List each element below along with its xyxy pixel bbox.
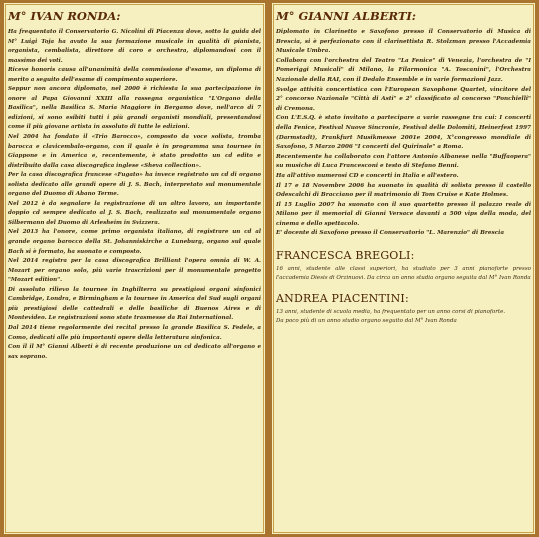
andrea-piacentini-title: ANDREA PIACENTINI: bbox=[276, 292, 409, 306]
gianni-alberti-title: M° GIANNI ALBERTI: bbox=[276, 9, 417, 23]
ivan-ronda-bio: Ha frequentato il Conservatorio G. Nicolini di Piacenza dove, sotto la guida del M° Luigi Toja ha avuto la sua formazione musicale in qualità di pianista, organista, cembalista, direttore di coro e orchestra, diplomandosi con il massimo dei voti. Riceve honoris causa all'unanimità della commissione d'esame, un diploma di merito a seguito dell'esame di compimento superiore. Seppur non ancora diplomato, nel 2000 è richiesta la sua partecipazione in onore al Papa Giovanni XXIII alla rassegna organistica "L'Organo della Basilica", nella Basilica S. Maria Maggiore in Bergamo dove, nell'arco di 7 edizioni, si sono esibiti tutti i più grandi organisti mondiali, presentandosi come il più giovane artista in assoluto di tutte le edizioni. Nel 2004 ha fondato il «Trio Barocco», composto da voce solista, tromba barocca e clavicembalo-organo, con il quale è in programma una tournee in Giappone e in America e, recentemente, è stato prodotto un cd edito e distribuito dalla casa discografica inglese «Sheva collection». Per la casa discografica francese «Fugato» ha invece registrato un cd di organo solista dedicato alle grandi opere di J. S. Bach, interpretato sul monumentale organo del Duomo di Abano Terme. Nel 2012 è da segnalare la registrazione di un altro lavoro, un importante doppio cd sempre dedicato al J. S. Bach, realizzato sul monumentale organo Silbermann del Duomo di Arlesheim in Svizzera. Nel 2013 ha l'onore, come primo organista italiano, di registrare un cd al grande organo barocco della St. Johanniskirche a Luneburg, organo sul quale Bach si è formato, ha suonato e composto. Nel 2014 registra per la casa discografica Brilliant l'opera omnia di W. A. Mozart per organo solo, più varie trascrizioni per il monumentale progetto "Mozart edition". Di assoluto rilievo la tournee in Inghilterra su prestigiosi organi sinfonici Cambridge, Londra, e Birmingham e la tournee in America del Sud sugli organi più prestigiosi delle cattedrali e delle basiliche di Buenos Aires e di Montevideo. Le registrazioni sono state trasmesse da Rai International. Dal 2014 tiene regolarmente dei recital presso la grande Basilica S. Fedele, a Como, dedicati alle più importanti opere della letteratura sinfonica. Con il il M° Gianni Alberti è di recente produzione un cd dedicato all'organo e sax soprano. bbox=[8, 29, 261, 360]
section-spacer bbox=[276, 282, 531, 290]
andrea-piacentini-bio: 13 anni, studente di scuola media, ha frequentato per un anno corsi di pianoforte. Da poco più di un anno studio organo seguito dal M° Ivan Ronda bbox=[276, 309, 506, 324]
right-page bbox=[272, 3, 535, 534]
left-page bbox=[4, 3, 265, 534]
gianni-alberti-bio: Diplomato in Clarinetto e Saxofono presso il Conservatorio di Musica di Brescia, si è perfezionato con il clarinettista R. Stolzman presso l'Accademia Musicale Umbra. Collabora con l'orchestra del Teatro "La Fenice" di Venezia, l'orchestra de "I Pomeriggi Musicali" di Milano, la Filarmonica "A. Toscanini", l'Orchestra Nazionale della RAI, con il Dedalo Ensemble e in varie formazioni Jazz. Svolge attività concertistica con l'European Saxophone Quartet, vincitore del 2° concorso Nazionale "Città di Asti" e 2° classificato al concorso "Ponchielli" di Cremona. Con L'E.S.Q. è stato invitato a partecipare a varie rassegne tra cui: I concerti della Fenice, Festival Nuove Sincronie, Festival delle Dolomiti, Heinerfest 1997 (Darmstadt), Frankfurt Musikmesse 2001e 2004, X°congresso mondiale di Saxofono, 5 Marzo 2006 "I concerti del Quirinale" a Roma. Recentemente ha collaborato con l'attore Antonio Albanese nella "Buffaopera" su musiche di Luca Francesconi e testo di Stefano Benni. Ha all'attivo numerosi CD e concerti in Italia e all'estero. Il 17 e 18 Novembre 2006 ha suonato in qualità di solista presso il castello Odescalchi di Bracciano per il matrimonio di Tom Cruise e Kate Holmes. Il 15 Luglio 2007 ha suonato con il suo quartetto presso il palazzo reale di Milano per il memorial di Gianni Versace davanti a 500 vips della moda, del cinema e dello spettacolo. E' docente di Saxofono presso il Conservatorio "L. Marenzio" di Brescia bbox=[276, 29, 531, 237]
section-spacer bbox=[276, 239, 531, 247]
francesca-bregoli-bio: 16 anni, studente alle classi superiori, ha studiato per 3 anni pianoforte presso l'accademia Diesis di Orzinuovi. Da circa un anno studia organo seguita dal M° Ivan Ronda bbox=[276, 266, 531, 281]
ivan-ronda-title: M° IVAN RONDA: bbox=[8, 9, 121, 23]
francesca-bregoli-title: FRANCESCA BREGOLI: bbox=[276, 249, 415, 263]
